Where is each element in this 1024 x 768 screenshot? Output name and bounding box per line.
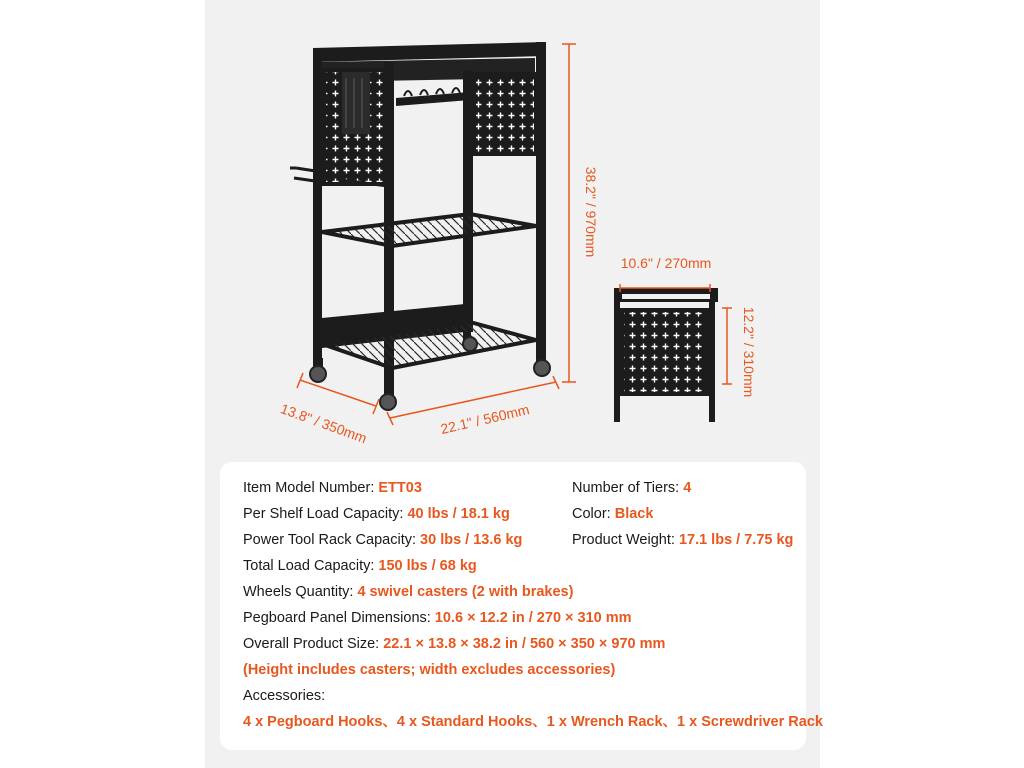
weight-label: Product Weight: — [572, 532, 675, 548]
panel-height-label: 12.2" / 310mm — [741, 306, 757, 398]
total-capacity-label: Total Load Capacity: — [243, 558, 375, 574]
weight-value: 17.1 lbs / 7.75 kg — [678, 532, 794, 548]
weight-row — [572, 531, 793, 549]
caster — [534, 356, 550, 376]
tool-cart — [290, 42, 550, 410]
overall-size-label: Overall Product Size: — [243, 636, 380, 652]
color-label: Color: — [572, 506, 611, 522]
accessories-value: 4 x Pegboard Hooks、4 x Standard Hooks、1 x Wrench Rack、1 x Screwdriver Rack — [243, 714, 823, 730]
pegboard-dimensions-row — [243, 609, 632, 627]
wheels-value: 4 swivel casters (2 with brakes) — [357, 584, 574, 600]
size-note: (Height includes casters; width excludes accessories) — [243, 662, 616, 678]
tiers-row — [572, 479, 691, 497]
total-capacity-row — [243, 557, 477, 575]
wheels-label: Wheels Quantity: — [243, 584, 354, 600]
depth-dimension-label: 13.8" / 350mm — [278, 400, 370, 447]
panel-height-dimension — [722, 308, 732, 384]
panel-width-label: 10.6" / 270mm — [620, 255, 712, 271]
total-capacity-value: 150 lbs / 68 kg — [378, 558, 477, 574]
shelf-capacity-value: 40 lbs / 18.1 kg — [407, 506, 510, 522]
width-dimension-label: 22.1" / 560mm — [438, 401, 531, 438]
height-dimension — [562, 44, 576, 382]
pegboard-dimensions-label: Pegboard Panel Dimensions: — [243, 610, 431, 626]
shelf-capacity-row — [243, 505, 510, 523]
tiers-value: 4 — [683, 480, 692, 496]
overall-size-row — [243, 635, 665, 653]
caster — [310, 358, 326, 382]
accessories-label: Accessories: — [243, 688, 326, 704]
depth-dimension — [297, 373, 379, 414]
specs-card — [220, 462, 823, 750]
shelf-capacity-label: Per Shelf Load Capacity: — [243, 506, 404, 522]
model-number-value: ETT03 — [378, 480, 422, 496]
power-tool-capacity-label: Power Tool Rack Capacity: — [243, 532, 417, 548]
wheels-row — [243, 583, 573, 601]
model-number-row — [243, 479, 422, 497]
model-number-label: Item Model Number: — [243, 480, 375, 496]
color-row — [572, 505, 653, 523]
side-panel-view — [614, 288, 718, 422]
power-tool-capacity-value: 30 lbs / 13.6 kg — [420, 532, 523, 548]
tiers-label: Number of Tiers: — [572, 480, 680, 496]
color-value: Black — [614, 506, 654, 522]
height-dimension-label: 38.2" / 970mm — [583, 166, 599, 258]
caster — [380, 390, 396, 410]
power-tool-capacity-row — [243, 531, 522, 549]
pegboard-dimensions-value: 10.6 × 12.2 in / 270 × 310 mm — [434, 610, 632, 626]
overall-size-value: 22.1 × 13.8 × 38.2 in / 560 × 350 × 970 mm — [383, 636, 666, 652]
